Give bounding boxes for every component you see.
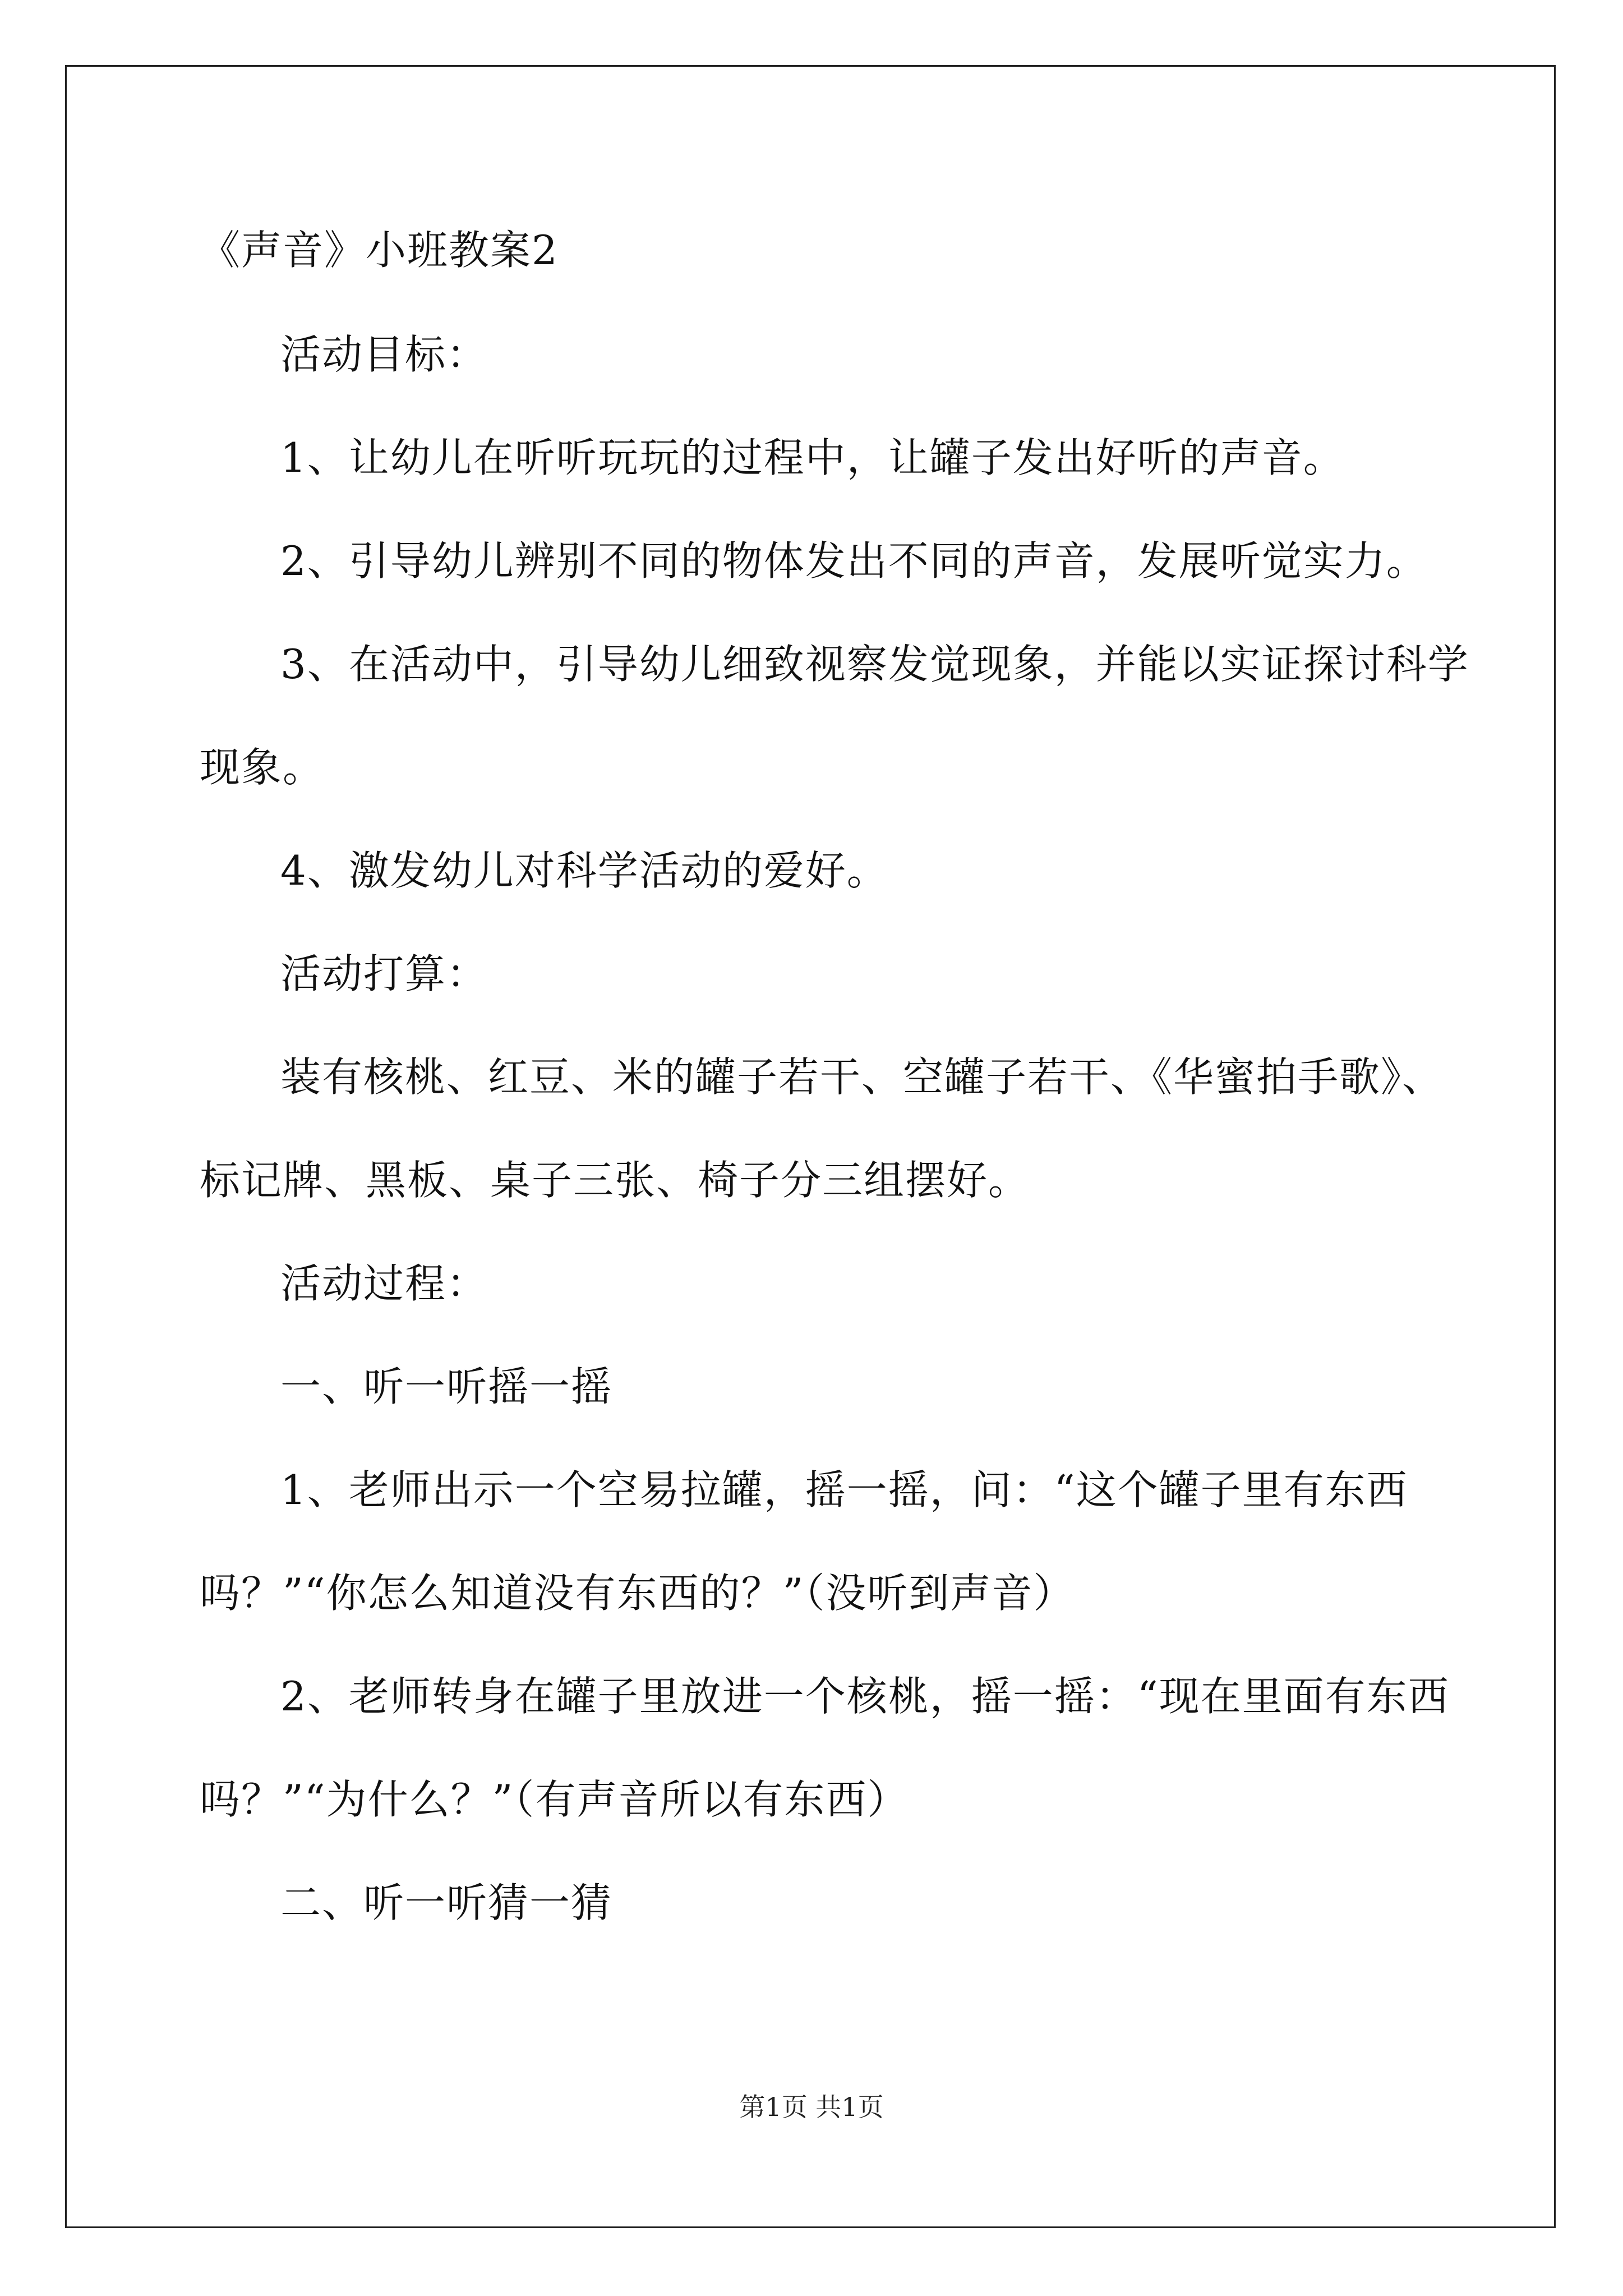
page-footer: 第1页 共1页 bbox=[739, 2092, 884, 2122]
paragraph: 1、老师出示一个空易拉罐，摇一摇，问：“这个罐子里有东西 bbox=[280, 1466, 1408, 1513]
subheading: 二、听一听猜一猜 bbox=[280, 1879, 613, 1926]
paragraph: 2、引导幼儿辨别不同的物体发出不同的声音，发展听觉实力。 bbox=[280, 537, 1428, 585]
heading-activity-goals: 活动目标： bbox=[280, 331, 488, 378]
paragraph: 2、老师转身在罐子里放进一个核桃，摇一摇：“现在里面有东西 bbox=[280, 1673, 1450, 1720]
document-title: 《声音》小班教案2 bbox=[200, 227, 559, 274]
subheading: 一、听一听摇一摇 bbox=[280, 1363, 613, 1410]
heading-activity-process: 活动过程： bbox=[280, 1260, 488, 1307]
paragraph-continuation: 吗？”“你怎么知道没有东西的？”（没听到声音） bbox=[200, 1570, 1075, 1617]
paragraph: 装有核桃、红豆、米的罐子若干、空罐子若干、《华蜜拍手歌》、 bbox=[280, 1053, 1444, 1101]
paragraph-continuation: 现象。 bbox=[200, 744, 325, 791]
paragraph-continuation: 标记牌、黑板、桌子三张、椅子分三组摆好。 bbox=[200, 1157, 1030, 1204]
heading-activity-preparation: 活动打算： bbox=[280, 950, 488, 997]
paragraph: 1、让幼儿在听听玩玩的过程中，让罐子发出好听的声音。 bbox=[280, 434, 1345, 481]
paragraph: 4、激发幼儿对科学活动的爱好。 bbox=[280, 847, 888, 894]
paragraph: 3、在活动中，引导幼儿细致视察发觉现象，并能以实证探讨科学 bbox=[280, 641, 1469, 688]
paragraph-continuation: 吗？”“为什么？”（有声音所以有东西） bbox=[200, 1776, 909, 1823]
